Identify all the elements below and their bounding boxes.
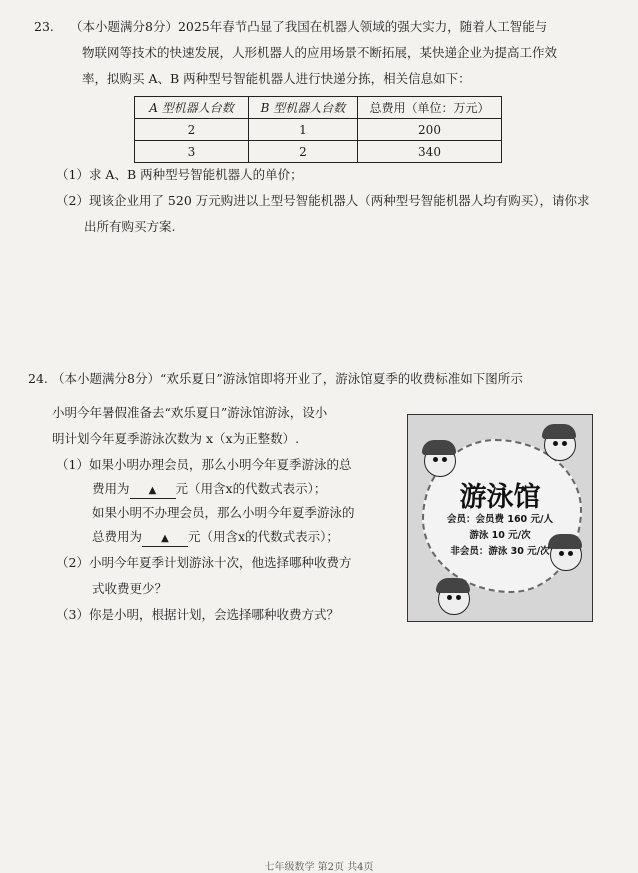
swimming-pool-poster [407,414,593,622]
table-header-a: A 型机器人台数 [135,97,249,119]
q24-sub2-line2: 式收费更少？ [92,581,168,596]
answer-blank: ▲ [130,484,176,499]
poster-title: 游泳馆 [459,482,541,513]
text-prefix: 费用为 [92,481,130,496]
q24-sub1-line3: 如果小明不办理会员，那么小明今年夏季游泳的 [92,505,355,520]
robot-info-table [134,96,502,163]
q23-line1: （本小题满分8分）2025年春节凸显了我国在机器人领域的强大实力，随着人工智能与 [70,19,548,34]
q23-part2-line1: （2）现该企业用了 520 万元购进以上型号智能机器人（两种型号智能机器人均有购买），请你求 [56,193,590,208]
q24-sub2-line1: （2）小明今年夏季计划游泳十次，他选择哪种收费方 [56,555,352,570]
table-row [135,141,502,163]
table-header-cost: 总费用（单位：万元） [358,97,502,119]
text-suffix: 元（用含x的代数式表示）； [188,529,339,544]
q24-line1: 小明今年暑假准备去“欢乐夏日”游泳馆游泳，设小 [52,405,328,420]
q24-sub1-line4 [92,528,339,547]
table-cell: 340 [358,141,502,163]
q24-line2: 明计划今年夏季游泳次数为 x（x为正整数）. [52,431,300,446]
q24-intro: （本小题满分8分）“欢乐夏日”游泳馆即将开业了，游泳馆夏季的收费标准如下图所示 [52,371,523,386]
poster-member-fee: 会员：会员费 160 元/人 [447,514,553,525]
q24-sub1-line1: （1）如果小明办理会员，那么小明今年夏季游泳的总 [56,457,352,472]
q23-part1: （1）求 A、B 两种型号智能机器人的单价； [56,167,303,182]
answer-blank: ▲ [142,532,188,547]
table-cell: 3 [135,141,249,163]
page-footer: 七年级数学 第2页 共4页 [264,862,374,873]
swimmer-icon [424,445,456,477]
poster-member-swim: 游泳 10 元/次 [469,530,531,541]
q23-line3: 率，拟购买 A、B 两种型号智能机器人进行快递分拣，相关信息如下： [82,71,471,86]
text-suffix: 元（用含x的代数式表示）； [175,481,327,496]
table-cell: 200 [358,119,502,141]
table-cell: 2 [249,141,358,163]
q24-sub3: （3）你是小明，根据计划，会选择哪种收费方式？ [56,607,339,622]
q23-part2-line2: 出所有购买方案. [84,219,176,234]
table-row [135,119,502,141]
table-header-row [135,97,502,119]
q23-number: 23. [34,19,54,34]
q23-line2: 物联网等技术的快速发展，人形机器人的应用场景不断拓展，某快递企业为提高工作效 [82,45,558,60]
poster-nonmember: 非会员：游泳 30 元/次 [450,546,550,557]
table-header-b: B 型机器人台数 [249,97,358,119]
swimmer-icon [544,429,576,461]
table-cell: 1 [249,119,358,141]
text-prefix: 总费用为 [92,529,143,544]
swimmer-icon [438,583,470,615]
table-cell: 2 [135,119,249,141]
q24-number: 24. [28,371,48,386]
q24-sub1-line2 [92,480,326,499]
